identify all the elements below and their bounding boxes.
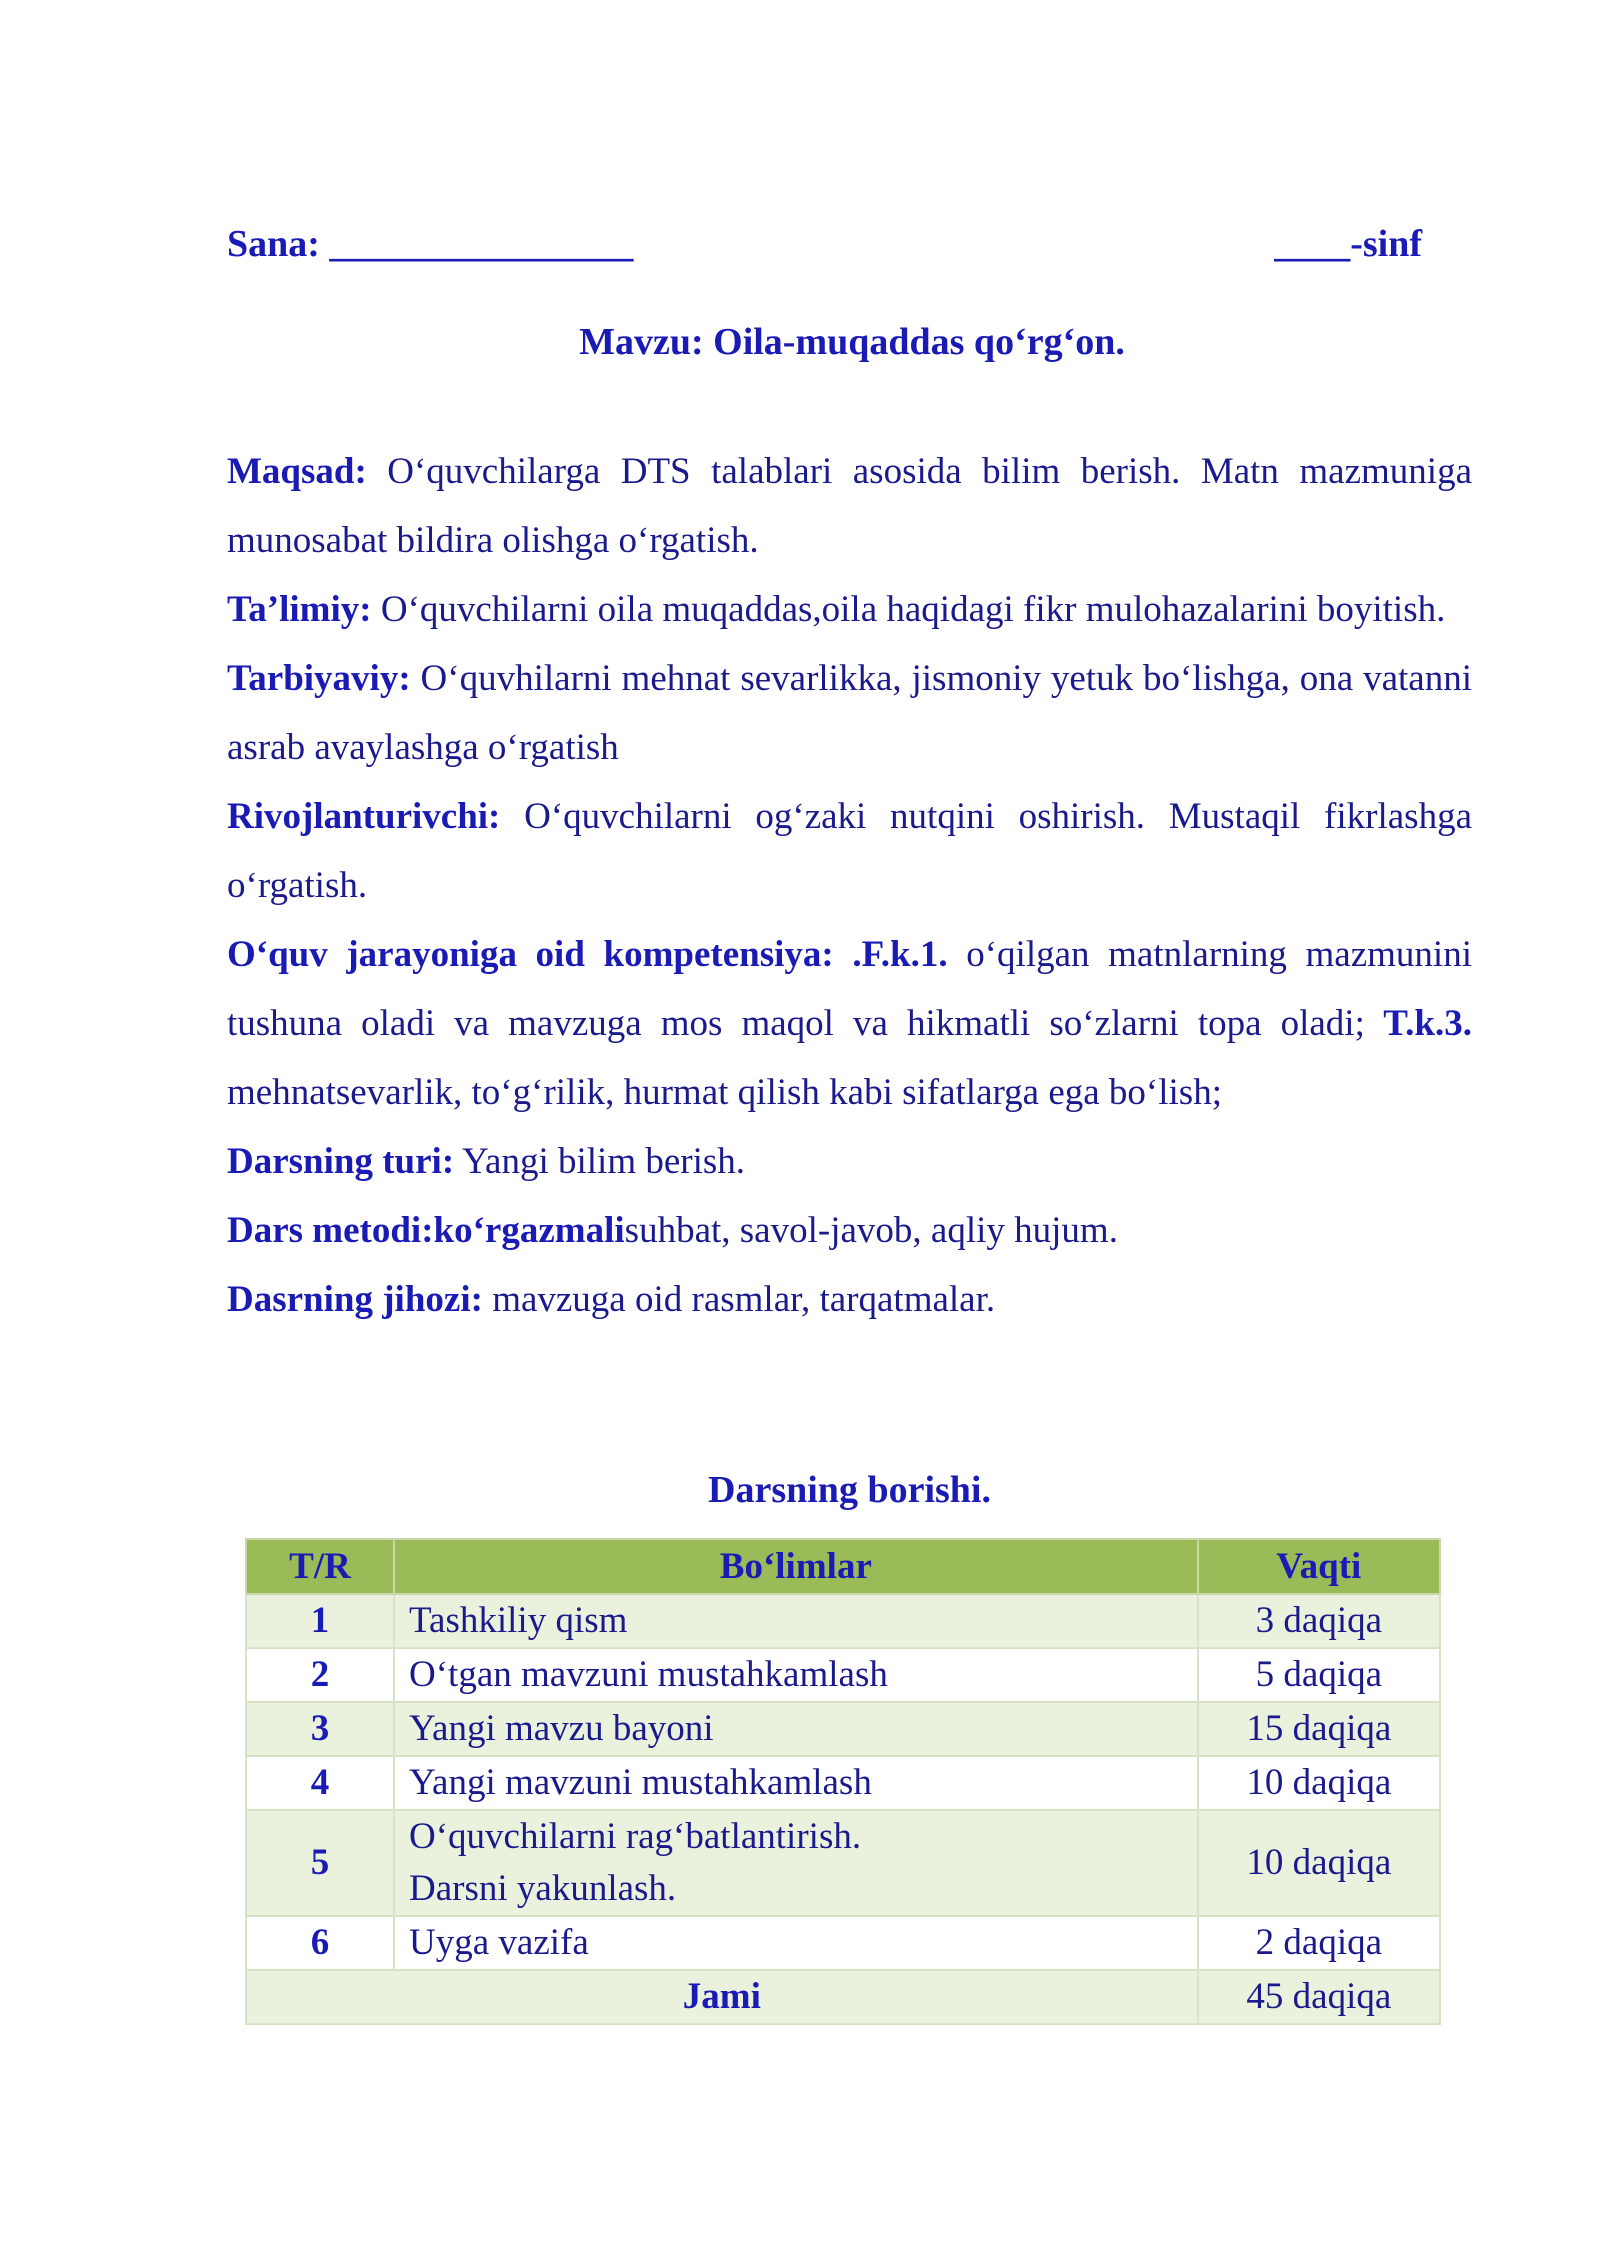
row-time: 10 daqiqa: [1198, 1756, 1440, 1810]
metodi-label: Dars metodi:ko‘rgazmali: [227, 1210, 625, 1251]
table-row: [246, 1648, 1440, 1702]
row-section-line-1: O‘quvchilarni rag‘batlantirish.: [409, 1816, 862, 1857]
row-number: 5: [246, 1810, 394, 1916]
talimiy-paragraph: [227, 575, 1472, 644]
table-row: [246, 1756, 1440, 1810]
class-field: ____-sinf: [1274, 223, 1422, 265]
row-section: Uyga vazifa: [394, 1916, 1198, 1970]
maqsad-paragraph: [227, 437, 1472, 575]
total-time: 45 daqiqa: [1198, 1970, 1440, 2024]
table-row: [246, 1594, 1440, 1648]
tarbiyaviy-paragraph: [227, 644, 1472, 782]
row-time: 10 daqiqa: [1198, 1810, 1440, 1916]
maqsad-label: Maqsad:: [227, 451, 367, 492]
lesson-topic: Mavzu: Oila-muqaddas qo‘rg‘on.: [579, 321, 1125, 363]
row-time: 3 daqiqa: [1198, 1594, 1440, 1648]
row-number: 1: [246, 1594, 394, 1648]
tarbiyaviy-text: O‘quvhilarni mehnat sevarlikka, jismoniy yetuk bo‘lishga, ona vatanni asrab avaylashga o‘rgatish: [227, 658, 1472, 768]
turi-paragraph: [227, 1127, 1472, 1196]
metodi-text: suhbat, savol-javob, aqliy hujum.: [624, 1210, 1118, 1251]
kompetensiya-label: O‘quv jarayoniga oid kompetensiya:: [227, 934, 834, 975]
column-header-tr: T/R: [246, 1539, 394, 1594]
date-field: Sana: ________________: [227, 223, 634, 265]
lesson-flow-title: Darsning borishi.: [708, 1469, 991, 1511]
row-time: 5 daqiqa: [1198, 1648, 1440, 1702]
row-number: 4: [246, 1756, 394, 1810]
row-time: 15 daqiqa: [1198, 1702, 1440, 1756]
kompetensiya-code-2: T.k.3.: [1364, 1003, 1472, 1044]
table-total-row: [246, 1970, 1440, 2024]
talimiy-text: O‘quvchilarni oila muqaddas,oila haqidagi fikr mulohazalarini boyitish.: [371, 589, 1446, 630]
table-row: [246, 1702, 1440, 1756]
header-line: [227, 222, 1422, 272]
jihozi-paragraph: [227, 1265, 1472, 1334]
rivojlanturivchi-label: Rivojlanturivchi:: [227, 796, 501, 837]
turi-label: Darsning turi:: [227, 1141, 455, 1182]
row-time: 2 daqiqa: [1198, 1916, 1440, 1970]
kompetensiya-code-1: .F.k.1.: [833, 934, 948, 975]
talimiy-label: Ta’limiy:: [227, 589, 372, 630]
rivojlanturivchi-text: O‘quvchilarni og‘zaki nutqini oshirish. Mustaqil fikrlashga o‘rgatish.: [227, 796, 1472, 906]
column-header-sections: Bo‘limlar: [394, 1539, 1198, 1594]
table-row: [246, 1916, 1440, 1970]
maqsad-text: O‘quvchilarga DTS talablari asosida bilim berish. Matn mazmuniga munosabat bildira olishga o‘rgatish.: [227, 451, 1472, 561]
table-row: [246, 1810, 1440, 1916]
table-header-row: [246, 1539, 1440, 1594]
row-number: 3: [246, 1702, 394, 1756]
kompetensiya-text-2: mehnatsevarlik, to‘g‘rilik, hurmat qilish kabi sifatlarga ega bo‘lish;: [227, 1072, 1222, 1113]
kompetensiya-paragraph: [227, 920, 1472, 1127]
row-section: O‘tgan mavzuni mustahkamlash: [394, 1648, 1198, 1702]
lesson-objectives: [227, 437, 1472, 1334]
row-section: [394, 1810, 1198, 1916]
row-number: 6: [246, 1916, 394, 1970]
row-section: Tashkiliy qism: [394, 1594, 1198, 1648]
rivojlanturivchi-paragraph: [227, 782, 1472, 920]
column-header-time: Vaqti: [1198, 1539, 1440, 1594]
kompetensiya-text-1: o‘qilgan matnlarning mazmunini tushuna oladi va mavzuga mos maqol va hikmatli so‘zlarni topa oladi;: [227, 934, 1472, 1044]
jihozi-label: Dasrning jihozi:: [227, 1279, 483, 1320]
row-section: Yangi mavzuni mustahkamlash: [394, 1756, 1198, 1810]
turi-text: Yangi bilim berish.: [454, 1141, 746, 1182]
total-label: Jami: [246, 1970, 1198, 2024]
lesson-plan-table: [245, 1538, 1441, 2025]
row-section: Yangi mavzu bayoni: [394, 1702, 1198, 1756]
jihozi-text: mavzuga oid rasmlar, tarqatmalar.: [482, 1279, 996, 1320]
tarbiyaviy-label: Tarbiyaviy:: [227, 658, 411, 699]
row-number: 2: [246, 1648, 394, 1702]
row-section-line-2: Darsni yakunlash.: [409, 1868, 677, 1909]
metodi-paragraph: [227, 1196, 1472, 1265]
